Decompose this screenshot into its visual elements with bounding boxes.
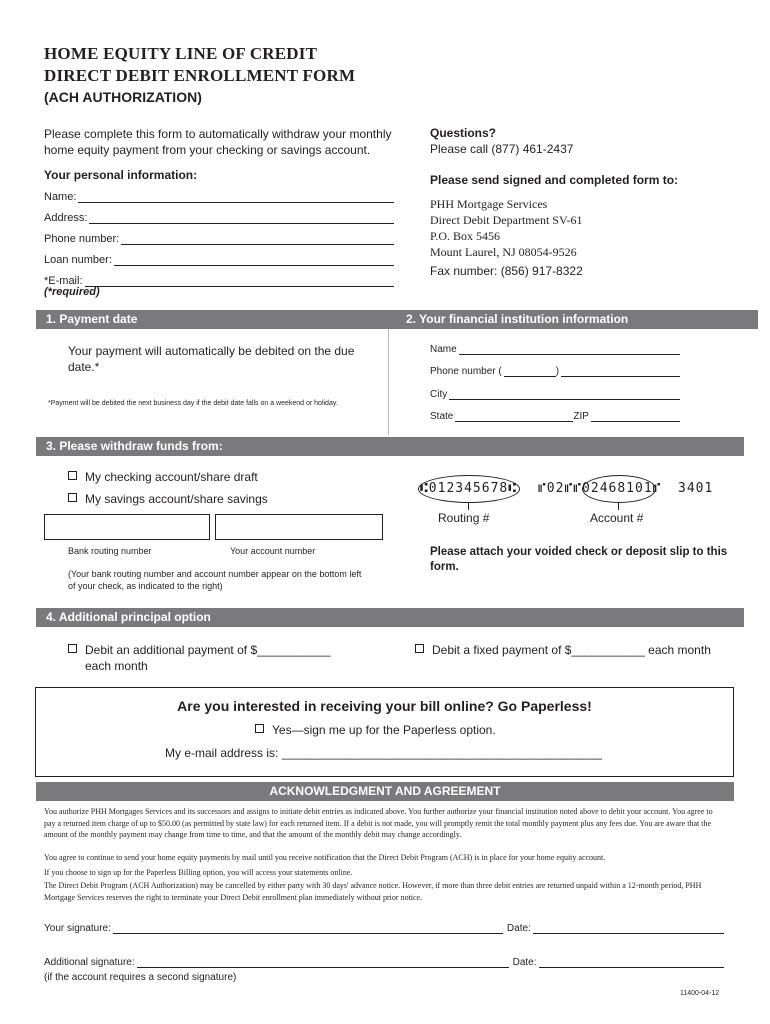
micr-routing: ⑆012345678⑆ bbox=[420, 481, 518, 496]
address-line: P.O. Box 5456 bbox=[430, 229, 501, 243]
account-number-input[interactable] bbox=[215, 514, 383, 540]
additional-payment-label-2: each month bbox=[85, 659, 148, 673]
additional-payment-label: Debit an additional payment of $___________ bbox=[85, 643, 331, 657]
fi-phone-close: ) bbox=[555, 366, 560, 377]
address-label: Address: bbox=[44, 212, 88, 224]
checking-label: My checking account/share draft bbox=[85, 470, 258, 484]
checkbox-icon[interactable] bbox=[415, 644, 424, 653]
fi-state-label: State bbox=[430, 411, 454, 422]
checking-option[interactable] bbox=[68, 470, 258, 484]
name-field[interactable] bbox=[44, 189, 394, 203]
section2-header: 2. Your financial institution information bbox=[392, 310, 758, 329]
address-line: Mount Laurel, NJ 08054-9526 bbox=[430, 245, 577, 259]
checkbox-icon[interactable] bbox=[68, 493, 77, 502]
additional-signature-row[interactable] bbox=[44, 956, 724, 968]
paperless-email-field[interactable]: My e-mail address is: ________________________________________________ bbox=[165, 746, 603, 760]
checkbox-icon[interactable] bbox=[68, 644, 77, 653]
section-divider bbox=[388, 329, 389, 435]
section3-header: 3. Please withdraw funds from: bbox=[36, 437, 744, 456]
bank-number-note: (Your bank routing number and account number appear on the bottom left of your check, as indicated to the right) bbox=[68, 569, 362, 591]
fi-zip-label: ZIP bbox=[573, 411, 589, 422]
paperless-option-label: Yes—sign me up for the Paperless option. bbox=[272, 723, 496, 737]
fi-phone-field[interactable] bbox=[430, 365, 680, 377]
fi-city-label: City bbox=[430, 389, 448, 400]
payment-date-text: Your payment will automatically be debited on the due date.* bbox=[68, 344, 355, 374]
additional-payment-option[interactable] bbox=[68, 643, 331, 657]
required-note: (*required) bbox=[44, 286, 100, 298]
savings-label: My savings account/share savings bbox=[85, 492, 268, 506]
intro-text: Please complete this form to automatically withdraw your monthly home equity payment from your checking or savings account. bbox=[44, 127, 392, 157]
section4-header: 4. Additional principal option bbox=[36, 608, 744, 627]
mailing-address bbox=[430, 196, 583, 260]
payment-footnote: *Payment will be debited the next business day if the debit date falls on a weekend or holiday. bbox=[48, 400, 338, 407]
section1-header: 1. Payment date bbox=[36, 310, 396, 329]
name-label: Name: bbox=[44, 191, 77, 203]
email-field[interactable] bbox=[44, 273, 394, 287]
address-line: PHH Mortgage Services bbox=[430, 197, 548, 211]
address-line: Direct Debit Department SV-61 bbox=[430, 213, 583, 227]
address-field[interactable] bbox=[44, 210, 394, 224]
email-label: *E-mail: bbox=[44, 275, 83, 287]
date-label: Date: bbox=[512, 957, 537, 968]
form-subtitle: (ACH AUTHORIZATION) bbox=[44, 89, 202, 105]
micr-check-number: 3401 bbox=[678, 481, 714, 496]
account-circle bbox=[582, 475, 656, 503]
ack-paragraph-1: You authorize PHH Mortgages Services and its successors and assigns to initiate debit entries as indicated above. You further authorize your financial institution noted above to debit your account. You agree to pay a returned item charge of up to $50.00 (as permitted by state law) for each returned item. If a debit is not made, you will promptly remit the total monthly payment plus any fees due. You are aware that the amount of the monthly payment may change from time to time, and that the amount of the monthly debit may change accordingly. bbox=[44, 807, 713, 839]
attach-check-note: Please attach your voided check or deposit slip to this form. bbox=[430, 546, 728, 573]
ack-header: ACKNOWLEDGMENT AND AGREEMENT bbox=[36, 782, 734, 801]
routing-number-label: Bank routing number bbox=[68, 546, 152, 556]
questions-heading: Questions? bbox=[430, 126, 497, 140]
form-title-line2: DIRECT DEBIT ENROLLMENT FORM bbox=[44, 66, 356, 85]
routing-pointer bbox=[468, 502, 469, 510]
routing-circle bbox=[418, 475, 520, 503]
ack-paragraph-3: If you choose to sign up for the Paperless Billing option, you will access your statements online. bbox=[44, 868, 353, 877]
fixed-payment-option[interactable] bbox=[415, 643, 711, 657]
routing-number-input[interactable] bbox=[44, 514, 210, 540]
account-caption: Account # bbox=[590, 511, 644, 525]
signature-row[interactable] bbox=[44, 922, 724, 934]
routing-caption: Routing # bbox=[438, 511, 490, 525]
questions-phone: Please call (877) 461-2437 bbox=[430, 142, 574, 156]
fi-phone-label: Phone number ( bbox=[430, 366, 502, 377]
account-pointer bbox=[618, 502, 619, 510]
send-heading: Please send signed and completed form to: bbox=[430, 173, 679, 187]
phone-field[interactable] bbox=[44, 231, 394, 245]
signature-label: Your signature: bbox=[44, 923, 111, 934]
form-code: 11400-04-12 bbox=[680, 990, 720, 997]
fixed-payment-label: Debit a fixed payment of $___________ each month bbox=[432, 643, 711, 657]
loan-number-label: Loan number: bbox=[44, 254, 112, 266]
fi-name-label: Name bbox=[430, 344, 457, 355]
fax-number: Fax number: (856) 917-8322 bbox=[430, 264, 583, 278]
date-label: Date: bbox=[506, 923, 531, 934]
loan-number-field[interactable] bbox=[44, 252, 394, 266]
personal-info-heading: Your personal information: bbox=[44, 168, 198, 182]
form-title-line1: HOME EQUITY LINE OF CREDIT bbox=[44, 44, 318, 63]
second-signature-note: (if the account requires a second signature) bbox=[44, 972, 237, 983]
phone-label: Phone number: bbox=[44, 233, 120, 245]
ack-paragraph-4: The Direct Debit Program (ACH Authorization) may be cancelled by either party with 30 days' advance notice. However, if more than three debit entries are returned unpaid within a 12-month period, PHH Mortgage Services reserves the right to terminate your Direct Debit enrollment plan immediately without prior notice. bbox=[44, 881, 702, 902]
account-number-label: Your account number bbox=[230, 546, 316, 556]
micr-account: ⑈02⑈⑈02468101⑈ bbox=[538, 481, 662, 496]
checkbox-icon[interactable] bbox=[68, 471, 77, 480]
fi-name-field[interactable] bbox=[430, 343, 680, 355]
ack-paragraph-2: You agree to continue to send your home equity payments by mail until you receive notification that the Direct Debit Program (ACH) is in place for your home equity account. bbox=[44, 853, 606, 862]
savings-option[interactable] bbox=[68, 492, 268, 506]
paperless-option[interactable] bbox=[255, 723, 496, 737]
checkbox-icon[interactable] bbox=[255, 724, 264, 733]
paperless-heading: Are you interested in receiving your bill online? Go Paperless! bbox=[177, 698, 592, 714]
fi-state-zip-field[interactable] bbox=[430, 410, 680, 422]
fi-city-field[interactable] bbox=[430, 388, 680, 400]
additional-signature-label: Additional signature: bbox=[44, 957, 135, 968]
